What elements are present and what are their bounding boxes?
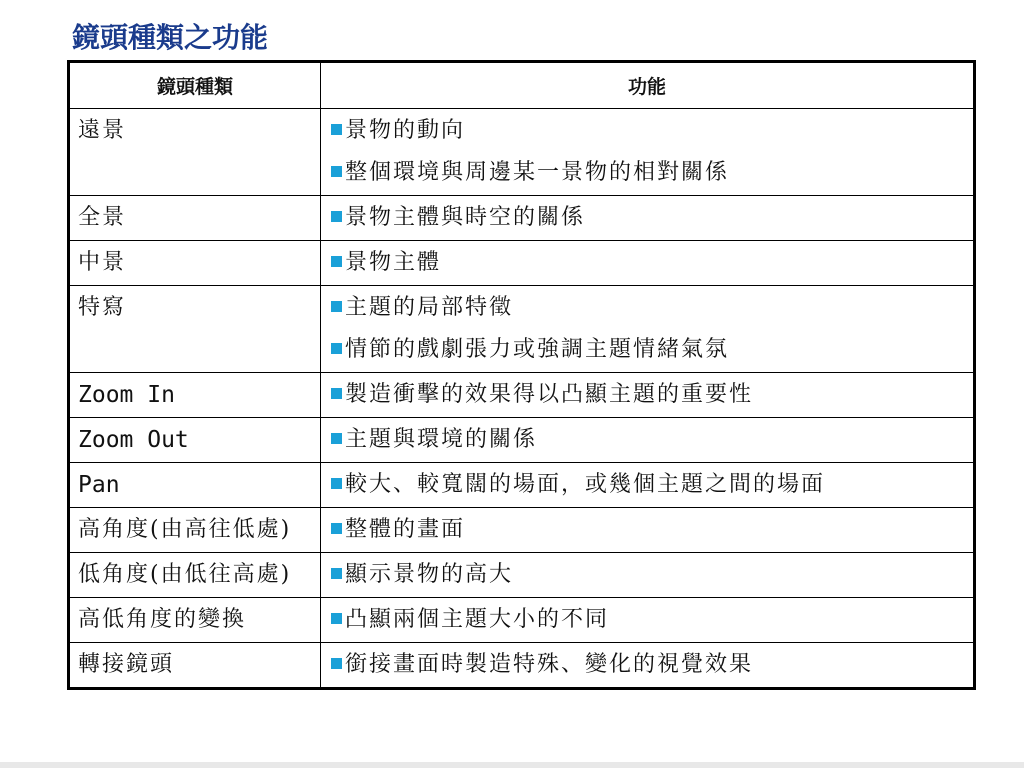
square-bullet-icon [331,301,342,312]
square-bullet-icon [331,433,342,444]
square-bullet-icon [331,256,342,267]
function-text: 整個環境與周邊某一景物的相對關係 [345,160,730,185]
function-text: 製造衝擊的效果得以凸顯主題的重要性 [345,382,754,407]
function-item [329,292,965,324]
shot-type-cell: Pan [69,463,321,508]
table-row [69,553,975,598]
page-title: 鏡頭種類之功能 [72,21,269,54]
square-bullet-icon [331,613,342,624]
function-item [329,202,965,234]
function-item [329,424,965,456]
function-text: 顯示景物的高大 [345,562,514,587]
square-bullet-icon [331,166,342,177]
function-item [329,514,965,546]
table-row [69,463,975,508]
function-item [329,469,965,501]
header-function: 功能 [321,62,975,109]
function-item [329,559,965,591]
square-bullet-icon [331,388,342,399]
shot-type-cell: 遠景 [69,109,321,196]
square-bullet-icon [331,124,342,135]
function-text: 整體的畫面 [345,517,466,542]
shot-type-cell: 轉接鏡頭 [69,643,321,689]
function-cell [321,598,975,643]
table-row [69,643,975,689]
table-row [69,109,975,196]
function-cell [321,196,975,241]
function-item [329,157,965,189]
shot-type-cell: 低角度(由低往高處) [69,553,321,598]
function-cell [321,643,975,689]
shot-type-table [67,60,976,690]
square-bullet-icon [331,478,342,489]
square-bullet-icon [331,343,342,354]
function-cell [321,463,975,508]
shot-type-cell: Zoom Out [69,418,321,463]
function-text: 較大、較寬闊的場面，或幾個主題之間的場面 [345,472,826,497]
shot-type-cell: 高角度(由高往低處) [69,508,321,553]
table-row [69,418,975,463]
function-cell [321,241,975,286]
table-row [69,241,975,286]
function-item [329,247,965,279]
shot-type-cell: 中景 [69,241,321,286]
table-row [69,373,975,418]
function-cell [321,418,975,463]
square-bullet-icon [331,523,342,534]
function-item [329,334,965,366]
function-text: 情節的戲劇張力或強調主題情緒氣氛 [345,337,730,362]
square-bullet-icon [331,568,342,579]
function-text: 景物主體 [345,250,442,275]
function-cell [321,286,975,373]
function-cell [321,508,975,553]
table-row [69,598,975,643]
table-row [69,508,975,553]
footer-divider [0,762,1024,768]
table-body [69,109,975,689]
function-text: 主題的局部特徵 [345,295,514,320]
square-bullet-icon [331,211,342,222]
square-bullet-icon [331,658,342,669]
shot-type-cell: 全景 [69,196,321,241]
shot-type-cell: 高低角度的變換 [69,598,321,643]
header-shot-type: 鏡頭種類 [69,62,321,109]
function-text: 主題與環境的關係 [345,427,538,452]
function-item [329,649,965,681]
function-text: 景物的動向 [345,118,466,143]
function-text: 景物主體與時空的關係 [345,205,586,230]
shot-type-cell: 特寫 [69,286,321,373]
function-item [329,379,965,411]
function-cell [321,373,975,418]
function-text: 凸顯兩個主題大小的不同 [345,607,610,632]
table-row [69,196,975,241]
shot-type-cell: Zoom In [69,373,321,418]
function-text: 銜接畫面時製造特殊、變化的視覺效果 [345,652,754,677]
function-item [329,115,965,147]
function-cell [321,109,975,196]
table-header-row [69,62,975,109]
function-item [329,604,965,636]
table-row [69,286,975,373]
function-cell [321,553,975,598]
